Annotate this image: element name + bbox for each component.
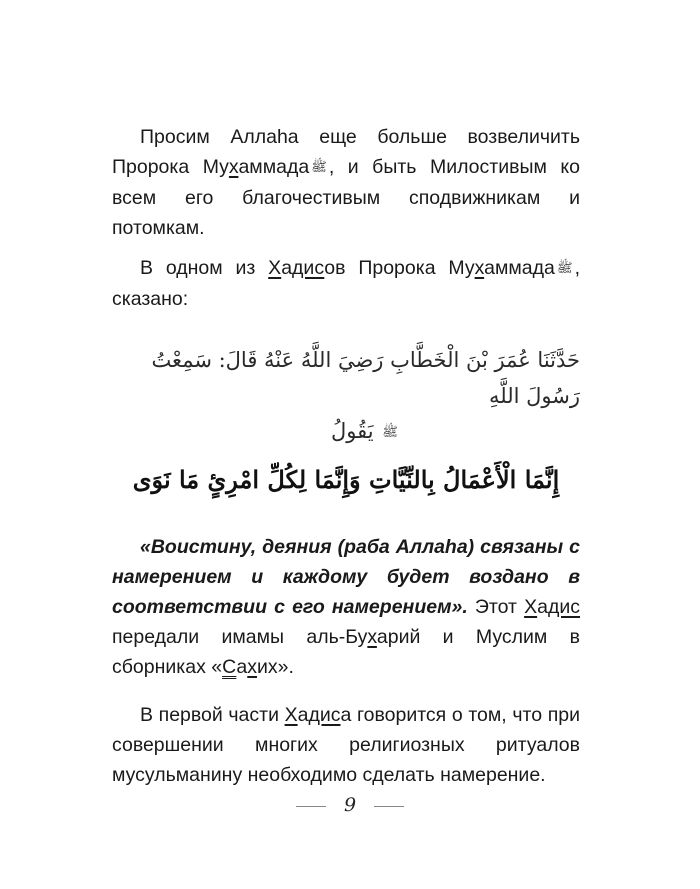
text: а — [297, 704, 309, 726]
text: , сказано: — [112, 257, 580, 310]
underlined-letter: дис — [292, 257, 325, 279]
translation-quote: «Воистину, деяния (раба Аллаhа) связаны с намерением и каждому будет воздано в соответствии с его намерением». — [112, 536, 580, 618]
page-footer — [0, 794, 700, 816]
page-number: 9 — [343, 794, 357, 816]
text: ов Пророка Му — [324, 257, 475, 279]
text: арий и Муслим в сборниках « — [112, 626, 580, 678]
text: их». — [257, 656, 294, 678]
salawat-icon: ﷺ — [382, 425, 398, 440]
underlined-letter: дис — [547, 596, 580, 618]
text: аммада — [238, 156, 310, 178]
paragraph-hadith-intro — [112, 253, 580, 314]
text: а — [236, 656, 248, 678]
footer-rule-right — [374, 806, 404, 807]
text: аммада — [484, 257, 555, 279]
underlined-letter: х — [228, 156, 239, 178]
text: В одном из — [140, 257, 269, 279]
underlined-letter: Х — [524, 596, 538, 618]
underlined-letter: х — [247, 656, 258, 678]
underlined-letter: х — [367, 626, 377, 648]
arabic-isnad: حَدَّثَنَا عُمَرَ بْنَ الْخَطَّابِ رَضِيَ اللَّهُ عَنْهُ قَالَ: سَمِعْتُ رَسُولَ اللَّهِ — [151, 348, 580, 408]
salawat-icon: ﷺ — [311, 160, 327, 175]
underlined-letter: С — [222, 656, 237, 678]
text: В первой части — [140, 704, 285, 726]
underlined-letter: Х — [268, 257, 282, 279]
text: Просим Аллаhа еще больше возвеличить Пророка Му — [112, 126, 580, 178]
arabic-hadith — [112, 342, 580, 502]
arabic-matn: إِنَّمَا الْأَعْمَالُ بِالنِّيَّاتِ وَإِنَّمَا لِكُلِّ امْرِئٍ مَا نَوَى — [132, 465, 560, 494]
footer-rule-left — [296, 806, 326, 807]
underlined-letter: х — [474, 257, 485, 279]
text: а — [537, 596, 548, 618]
paragraph-explanation — [112, 700, 580, 790]
text: передали имамы аль-Бу — [112, 626, 368, 648]
underlined-letter: дис — [308, 704, 341, 726]
page-content — [112, 122, 580, 790]
text: а — [281, 257, 293, 279]
salawat-icon: ﷺ — [556, 261, 573, 276]
text: а говорится о том, что при совершении многих религиозных ритуалов мусульманину необходимо сделать намерение. — [112, 704, 580, 786]
underlined-letter: Х — [284, 704, 298, 726]
arabic-isnad-continued — [112, 414, 580, 450]
paragraph-intro — [112, 122, 580, 243]
text: , и быть Милостивым ко всем его благочестивым сподвижникам и потомкам. — [112, 156, 580, 239]
text: يَقُولُ — [331, 419, 374, 443]
text: Этот — [467, 596, 525, 618]
paragraph-translation — [112, 532, 580, 682]
